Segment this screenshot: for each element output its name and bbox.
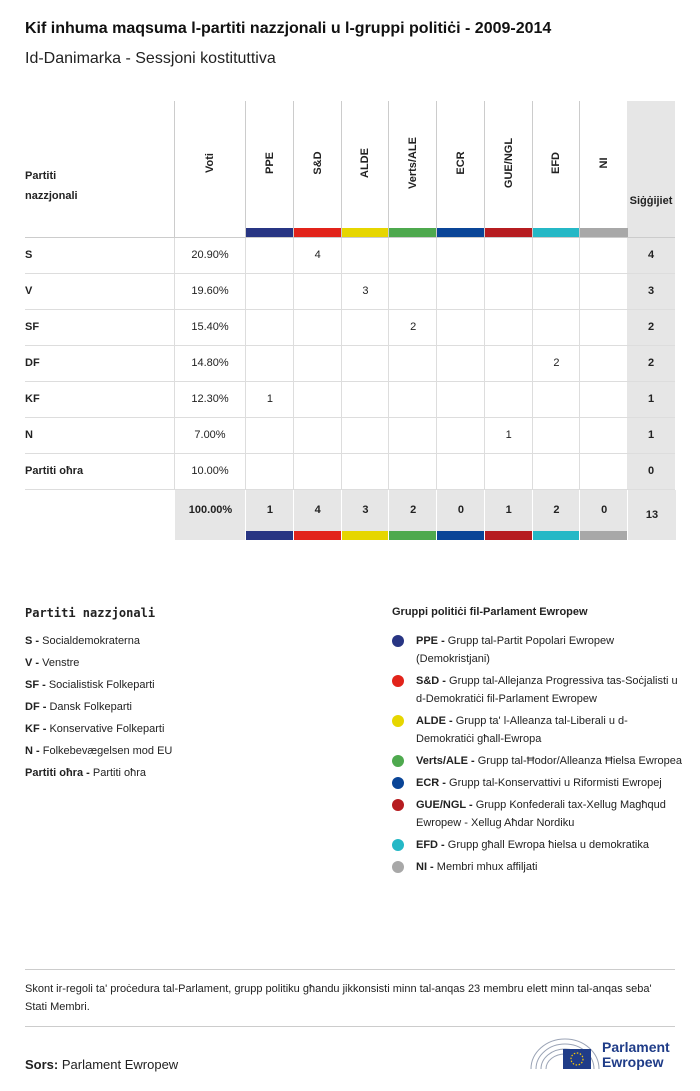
group-seat-cell: [436, 346, 485, 381]
group-seat-cell: [532, 454, 581, 489]
group-seat-cell: [579, 418, 628, 453]
group-color-bar: [342, 531, 390, 540]
group-seat-cell: [245, 346, 294, 381]
page-subtitle: Id-Danimarka - Sessjoni kostituttiva: [25, 50, 276, 67]
group-legend-name: Grupp ta' l-Alleanza tal-Liberali u d-Demokratiċi għall-Ewropa: [416, 715, 628, 745]
table-row: [25, 238, 675, 274]
group-seat-cell: [388, 346, 437, 381]
group-color-dot-icon: [392, 715, 404, 727]
group-total-cell: [579, 490, 628, 540]
party-name-cell: SF: [25, 321, 40, 333]
group-legend-abbr: Verts/ALE -: [416, 755, 475, 767]
group-seat-cell: [436, 310, 485, 345]
seats-total-cell: 3: [627, 274, 675, 309]
group-seat-cell: [293, 310, 342, 345]
group-column-label: EFD: [550, 152, 563, 174]
totals-row: [25, 490, 675, 540]
votes-cell: 10.00%: [174, 454, 245, 489]
group-seat-cell: [245, 454, 294, 489]
group-seat-cell: [341, 238, 390, 273]
votes-cell: 12.30%: [174, 382, 245, 417]
group-legend-item: [392, 836, 682, 854]
seats-table: [25, 101, 675, 540]
group-color-bar: [533, 531, 581, 540]
group-total-cell: [436, 490, 485, 540]
table-row: [25, 274, 675, 310]
votes-cell: 14.80%: [174, 346, 245, 381]
group-legend-name: Grupp tal-Partit Popolari Ewropew (Demokristjani): [416, 635, 615, 665]
national-legend-item: [25, 674, 365, 696]
party-name-cell: Partiti oħra: [25, 465, 84, 477]
group-seat-cell: [293, 346, 342, 381]
group-seat-cell: [484, 454, 533, 489]
seats-total-cell: 1: [627, 382, 675, 417]
group-legend-abbr: PPE -: [416, 635, 445, 647]
group-seat-cell: 2: [532, 346, 581, 381]
group-total-cell: [293, 490, 342, 540]
group-color-bar: [580, 531, 628, 540]
group-legend-item: [392, 796, 682, 832]
national-legend-abbr: Partiti oħra -: [25, 767, 90, 779]
group-legend-name: Grupp tal-Ħodor/Alleanza Ħielsa Ewropea: [477, 755, 682, 767]
group-column-header: [245, 101, 294, 237]
group-total-value: 0: [601, 504, 608, 516]
source-line: [25, 1057, 178, 1072]
votes-cell: 20.90%: [174, 238, 245, 273]
group-legend-abbr: NI -: [416, 861, 434, 873]
national-legend-abbr: DF -: [25, 701, 47, 713]
group-color-dot-icon: [392, 755, 404, 767]
national-legend-name: Socialdemokraterna: [42, 635, 140, 647]
group-color-dot-icon: [392, 675, 404, 687]
group-color-bar: [294, 531, 342, 540]
group-color-bar: [389, 228, 437, 237]
national-legend-name: Partiti oħra: [92, 767, 147, 779]
group-seat-cell: [341, 346, 390, 381]
group-total-value: 4: [314, 504, 321, 516]
group-legend-item: [392, 752, 682, 770]
group-column-header: [436, 101, 485, 237]
seats-total-cell: 4: [627, 238, 675, 273]
group-seat-cell: [436, 274, 485, 309]
party-name-cell: DF: [25, 357, 40, 369]
group-seat-cell: [436, 418, 485, 453]
group-total-cell: [484, 490, 533, 540]
party-name-cell: KF: [25, 393, 40, 405]
national-legend-abbr: V -: [25, 657, 40, 669]
seats-total-cell: 2: [627, 310, 675, 345]
group-legend-abbr: S&D -: [416, 675, 446, 687]
group-seat-cell: [245, 310, 294, 345]
group-color-bar: [437, 531, 485, 540]
group-total-cell: [341, 490, 390, 540]
national-legend-abbr: SF -: [25, 679, 46, 691]
table-row: [25, 418, 675, 454]
group-color-bar: [246, 531, 294, 540]
group-seat-cell: [341, 382, 390, 417]
party-column-header: Partiti nazzjonali: [25, 170, 78, 202]
national-legend-item: [25, 762, 365, 784]
national-parties-legend: [25, 606, 365, 784]
group-seat-cell: [484, 382, 533, 417]
national-legend-name: Konservative Folkeparti: [49, 723, 165, 735]
group-seat-cell: [293, 382, 342, 417]
group-column-header: [341, 101, 390, 237]
group-column-label: S&D: [311, 151, 324, 175]
group-color-bar: [246, 228, 294, 237]
party-name-cell: N: [25, 429, 33, 441]
group-legend-item: [392, 774, 682, 792]
group-legend-item: [392, 672, 682, 708]
group-seat-cell: [484, 274, 533, 309]
seats-total-cell: 0: [627, 454, 675, 489]
group-seat-cell: [579, 274, 628, 309]
group-legend-item: [392, 858, 682, 876]
group-total-value: 0: [457, 504, 464, 516]
group-total-cell: [245, 490, 294, 540]
group-seat-cell: 1: [245, 382, 294, 417]
group-column-label: Verts/ALE: [407, 137, 420, 189]
group-seat-cell: 1: [484, 418, 533, 453]
group-total-cell: [388, 490, 437, 540]
national-legend-item: [25, 740, 365, 762]
group-color-bar: [342, 228, 390, 237]
national-legend-name: Folkebevægelsen mod EU: [42, 745, 173, 757]
table-header: [25, 101, 675, 238]
group-seat-cell: [341, 454, 390, 489]
group-seat-cell: [579, 238, 628, 273]
rules-note: Skont ir-regoli ta' proċedura tal-Parlament, grupp politiku għandu jikkonsisti minn tal-anqas 23 membru elett minn tal-anqas seba' Stati Membri.: [25, 969, 675, 1027]
group-color-bar: [533, 228, 581, 237]
group-legend-item: [392, 712, 682, 748]
group-seat-cell: [484, 310, 533, 345]
group-legend-item: [392, 632, 682, 668]
group-seat-cell: [484, 346, 533, 381]
group-legend-abbr: EFD -: [416, 839, 445, 851]
group-seat-cell: [579, 454, 628, 489]
votes-cell: 19.60%: [174, 274, 245, 309]
group-seat-cell: [532, 418, 581, 453]
group-color-dot-icon: [392, 777, 404, 789]
group-seat-cell: [245, 274, 294, 309]
group-legend-name: Membri mhux affiljati: [436, 861, 538, 873]
group-seat-cell: [436, 454, 485, 489]
group-seat-cell: 4: [293, 238, 342, 273]
votes-cell: 7.00%: [174, 418, 245, 453]
group-total-value: 2: [410, 504, 417, 516]
page-title: Kif inhuma maqsuma l-partiti nazzjonali u l-gruppi politiċi - 2009-2014: [25, 20, 552, 37]
group-color-bar: [389, 531, 437, 540]
votes-column-header: Voti: [174, 101, 245, 237]
seats-total-cell: 2: [627, 346, 675, 381]
seats-grand-total-cell: 13: [627, 490, 676, 540]
group-seat-cell: 2: [388, 310, 437, 345]
group-color-bar: [485, 228, 533, 237]
group-seat-cell: [579, 382, 628, 417]
group-seat-cell: [388, 274, 437, 309]
group-total-cell: [532, 490, 581, 540]
national-legend-abbr: N -: [25, 745, 40, 757]
group-column-header: [484, 101, 533, 237]
group-seat-cell: [293, 454, 342, 489]
group-column-header: [579, 101, 628, 237]
group-legend-abbr: ECR -: [416, 777, 446, 789]
source-label: Sors:: [25, 1057, 59, 1072]
group-total-value: 1: [505, 504, 512, 516]
group-legend-name: Grupp tal-Allejanza Progressiva tas-Soċjalisti u d-Demokratiċi fil-Parlament Ewropew: [416, 675, 678, 705]
group-legend-abbr: ALDE -: [416, 715, 453, 727]
group-color-bar: [485, 531, 533, 540]
national-legend-abbr: S -: [25, 635, 40, 647]
table-row: [25, 346, 675, 382]
source-value: Parlament Ewropew: [61, 1057, 179, 1072]
group-seat-cell: [293, 274, 342, 309]
votes-total-cell: 100.00%: [174, 490, 246, 540]
logo-text: Parlament Ewropew: [602, 1039, 670, 1070]
party-name-cell: S: [25, 249, 33, 261]
group-seat-cell: [532, 238, 581, 273]
table-row: [25, 382, 675, 418]
national-legend-item: [25, 652, 365, 674]
group-color-dot-icon: [392, 861, 404, 873]
group-color-bar: [580, 228, 628, 237]
party-name-cell: V: [25, 285, 33, 297]
national-legend-abbr: KF -: [25, 723, 47, 735]
group-total-value: 1: [266, 504, 273, 516]
group-seat-cell: [341, 310, 390, 345]
group-seat-cell: [436, 238, 485, 273]
group-seat-cell: [245, 418, 294, 453]
votes-cell: 15.40%: [174, 310, 245, 345]
group-total-value: 2: [553, 504, 560, 516]
national-legend-item: [25, 630, 365, 652]
group-total-value: 3: [362, 504, 369, 516]
group-color-dot-icon: [392, 635, 404, 647]
group-legend-name: Grupp għall Ewropa ħielsa u demokratika: [447, 839, 649, 851]
groups-legend-title: Gruppi politiċi fil-Parlament Ewropew: [392, 606, 588, 618]
national-legend-item: [25, 718, 365, 740]
group-column-header: [532, 101, 581, 237]
group-column-label: ALDE: [359, 148, 372, 178]
seats-total-cell: 1: [627, 418, 675, 453]
group-column-header: [293, 101, 342, 237]
national-legend-name: Venstre: [42, 657, 80, 669]
group-legend-name: Grupp Konfederali tax-Xellug Magħqud Ewropew - Xellug Aħdar Nordiku: [416, 799, 666, 829]
group-color-dot-icon: [392, 839, 404, 851]
group-seat-cell: [245, 238, 294, 273]
group-seat-cell: [293, 418, 342, 453]
group-seat-cell: [388, 454, 437, 489]
group-seat-cell: [579, 310, 628, 345]
group-seat-cell: [388, 238, 437, 273]
group-column-label: GUE/NGL: [502, 137, 515, 189]
group-column-label: PPE: [263, 151, 276, 175]
table-row: [25, 454, 675, 490]
group-legend-name: Grupp tal-Konservattivi u Riformisti Ewropej: [449, 777, 662, 789]
group-seat-cell: [388, 382, 437, 417]
national-legend-title: Partiti nazzjonali: [25, 606, 156, 620]
group-seat-cell: [532, 382, 581, 417]
group-color-bar: [437, 228, 485, 237]
group-legend-abbr: GUE/NGL -: [416, 799, 473, 811]
national-legend-name: Socialistisk Folkeparti: [48, 679, 155, 691]
group-column-label: NI: [598, 157, 611, 169]
group-seat-cell: [532, 310, 581, 345]
group-column-label: ECR: [454, 151, 467, 175]
group-seat-cell: [436, 382, 485, 417]
seats-column-header: Siġġijiet: [627, 101, 675, 237]
national-legend-item: [25, 696, 365, 718]
group-seat-cell: 3: [341, 274, 390, 309]
group-color-dot-icon: [392, 799, 404, 811]
group-seat-cell: [484, 238, 533, 273]
group-seat-cell: [579, 346, 628, 381]
table-row: [25, 310, 675, 346]
group-column-header: [388, 101, 437, 237]
group-seat-cell: [341, 418, 390, 453]
national-legend-name: Dansk Folkeparti: [49, 701, 132, 713]
group-seat-cell: [532, 274, 581, 309]
political-groups-legend: [392, 606, 682, 880]
group-seat-cell: [388, 418, 437, 453]
group-color-bar: [294, 228, 342, 237]
